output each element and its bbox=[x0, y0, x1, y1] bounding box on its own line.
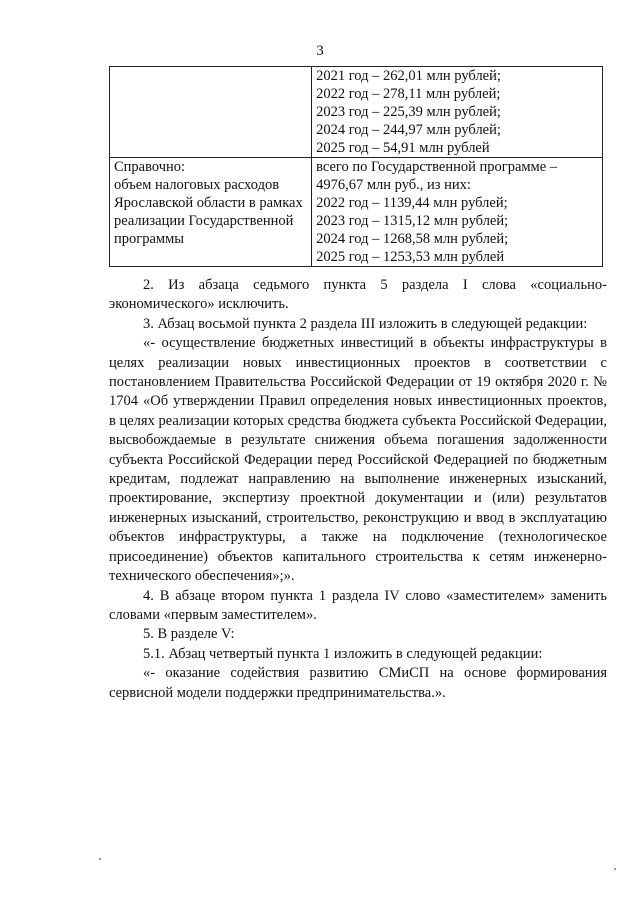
table-line: Справочно: bbox=[114, 159, 186, 175]
paragraph: «- осуществление бюджетных инвестиций в объекты инфраструктуры в целях реализации новых инвестиционных проектов в соответствии с постановлением Правительства Российской Федерации от 19 октября 2020 г. № 1704 «Об утверждении Правил определения новых инвестиционных проектов, в целях реализации которых средства бюджета субъекта Российской Федерации, высвобождаемые в результате снижения объема погашения задолженности субъекта Российской Федерации перед Российской Федерацией по бюджетным кредитам, подлежат направлению на выполнение инженерных изысканий, проектирование, экспертизу проектной документации и (или) результатов инженерных изысканий, строительство, реконструкцию и ввод в эксплуатацию объектов инфраструктуры, а также на подключение (технологическое присоединение) объектов капитального строительства к сетям инженерно-технического обеспечения»;». bbox=[109, 335, 607, 585]
table-row bbox=[110, 158, 603, 267]
table-line: 2024 год – 1268,58 млн рублей; bbox=[316, 231, 509, 247]
table-line: объем налоговых расходов bbox=[114, 177, 280, 193]
table-line: 2023 год – 225,39 млн рублей; bbox=[316, 104, 501, 120]
paragraph: 3. Абзац восьмой пункта 2 раздела III изложить в следующей редакции: bbox=[143, 315, 588, 332]
table-row bbox=[110, 67, 603, 158]
paragraph: 5. В разделе V: bbox=[143, 626, 235, 643]
table-cell-values bbox=[312, 158, 603, 267]
table-cell-values bbox=[312, 67, 603, 158]
table-line: 2023 год – 1315,12 млн рублей; bbox=[316, 213, 509, 229]
scan-speck bbox=[99, 858, 101, 860]
table-line: 2025 год – 54,91 млн рублей bbox=[316, 140, 490, 156]
budget-table bbox=[109, 66, 603, 267]
scan-speck bbox=[614, 868, 616, 870]
table-line: 2022 год – 1139,44 млн рублей; bbox=[316, 195, 508, 211]
table-line: 4976,67 млн руб., из них: bbox=[316, 177, 471, 193]
table-line: программы bbox=[114, 231, 184, 247]
paragraph: 4. В абзаце втором пункта 1 раздела IV слово «заместителем» заменить словами «первым заместителем». bbox=[109, 587, 607, 623]
table-line: всего по Государственной программе – bbox=[316, 159, 558, 175]
page-number: 3 bbox=[316, 43, 324, 59]
table-line: 2022 год – 278,11 млн рублей; bbox=[316, 86, 501, 102]
paragraph: 2. Из абзаца седьмого пункта 5 раздела I слова «социально-экономического» исключить. bbox=[109, 277, 607, 313]
paragraph: «- оказание содействия развитию СМиСП на основе формирования сервисной модели поддержки предпринимательства.». bbox=[109, 665, 607, 701]
table-line: 2025 год – 1253,53 млн рублей bbox=[316, 249, 505, 265]
table-line: 2024 год – 244,97 млн рублей; bbox=[316, 122, 501, 138]
table-line: Ярославской области в рамках bbox=[114, 195, 303, 211]
paragraph: 5.1. Абзац четвертый пункта 1 изложить в следующей редакции: bbox=[143, 645, 543, 662]
document-body bbox=[109, 276, 607, 703]
table-line: 2021 год – 262,01 млн рублей; bbox=[316, 68, 501, 84]
table-line: реализации Государственной bbox=[114, 213, 294, 229]
table-cell-label bbox=[110, 67, 312, 158]
table-cell-label bbox=[110, 158, 312, 267]
